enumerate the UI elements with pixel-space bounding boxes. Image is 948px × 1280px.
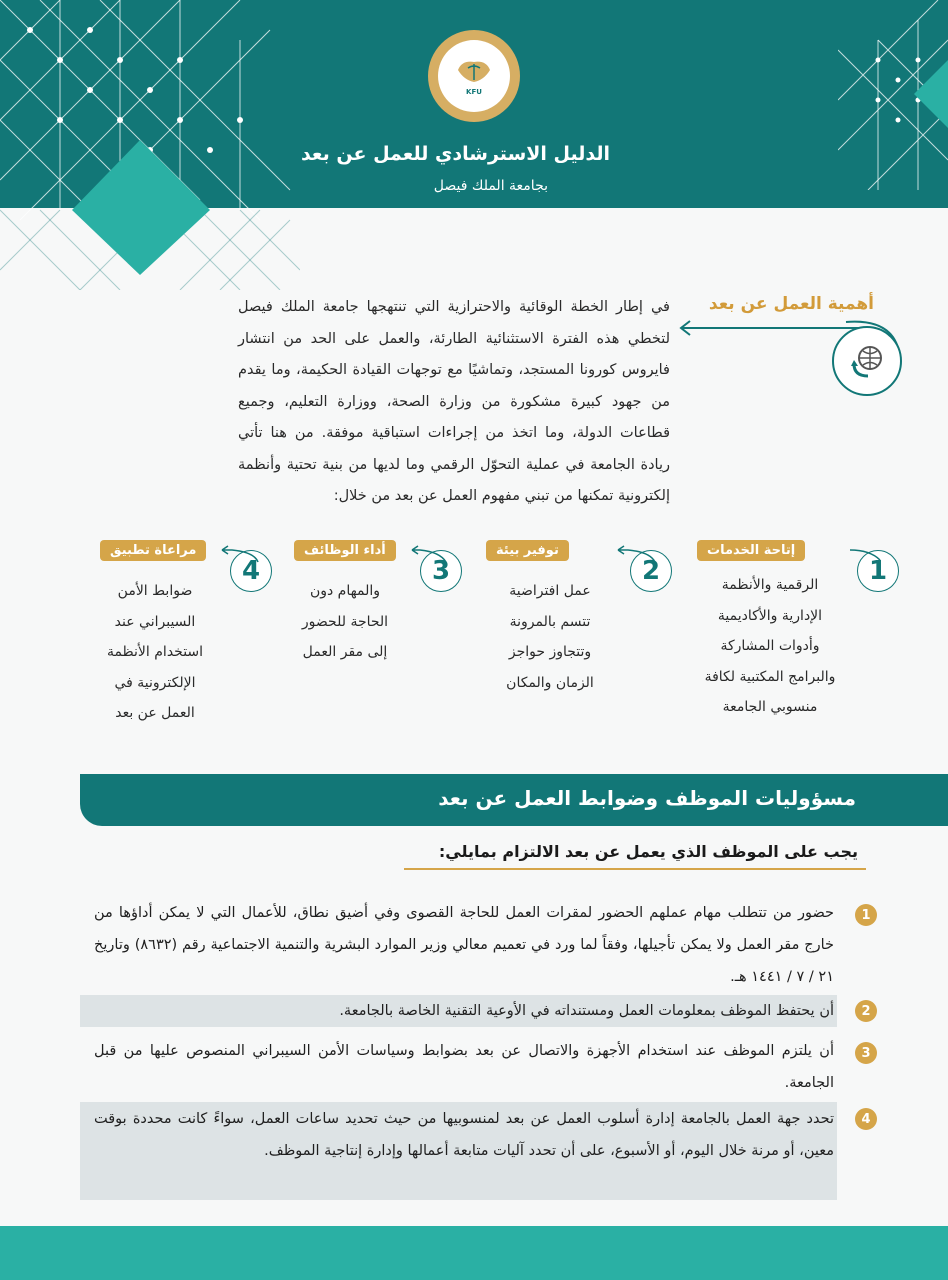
step-2-line: تتسم بالمرونة bbox=[509, 613, 591, 630]
university-logo bbox=[428, 30, 520, 122]
step-2-text bbox=[470, 576, 630, 698]
item-1-text: حضور من تتطلب مهام عملهم الحضور لمقرات العمل للحاجة القصوى وفي أضيق نطاق، للأعمال التي لا يمكن أداؤها من خارج مقر العمل ولا يمكن تأجيلها، وفقاً لما ورد في تعميم معالي وزير الموارد البشرية والتنمية الاجتماعية رقم (٨٦٣٢) وتاريخ ٢١ / ٧ / ١٤٤١ هـ. bbox=[94, 905, 834, 985]
page-subtitle: بجامعة الملك فيصل bbox=[433, 178, 548, 194]
globe-circle bbox=[832, 326, 902, 396]
logo-text: KFU bbox=[466, 88, 482, 96]
step-3-line: إلى مقر العمل bbox=[302, 644, 388, 660]
step-4-text bbox=[80, 576, 230, 729]
item-2-text: أن يحتفظ الموظف بمعلومات العمل ومستنداته في الأوعية التقنية الخاصة بالجامعة. bbox=[339, 1003, 834, 1019]
step-1-line: وأدوات المشاركة bbox=[720, 638, 820, 654]
globe-refresh-icon bbox=[848, 342, 886, 380]
responsibilities-title: مسؤوليات الموظف وضوابط العمل عن بعد bbox=[438, 786, 856, 810]
item-1-number: 1 bbox=[855, 904, 877, 926]
step-4-line: السيبراني عند bbox=[114, 613, 196, 630]
step-4-line: استخدام الأنظمة bbox=[106, 644, 204, 660]
step-1-line: والبرامج المكتبية لكافة bbox=[704, 668, 836, 685]
page-title: الدليل الاسترشادي للعمل عن بعد bbox=[300, 143, 610, 165]
item-3-number: 3 bbox=[855, 1042, 877, 1064]
item-3-text: أن يلتزم الموظف عند استخدام الأجهزة والاتصال عن بعد بضوابط وسياسات الأمن السيبراني المنصوص عليها من قبل الجامعة. bbox=[94, 1043, 834, 1091]
step-2-line: الزمان والمكان bbox=[506, 674, 594, 691]
footer-band bbox=[0, 1226, 948, 1280]
intro-heading: أهمية العمل عن بعد bbox=[708, 294, 874, 314]
item-4-text: تحدد جهة العمل بالجامعة إدارة أسلوب العمل عن بعد لمنسوبيها من حيث تحديد ساعات العمل، سواءً كانت محددة بوقت معين، أو مرنة خلال اليوم، أو الأسبوع، على أن تحدد آليات متابعة أعمالها وإدارة إنتاجية الموظف. bbox=[94, 1111, 834, 1159]
obligation-heading: يجب على الموظف الذي يعمل عن بعد الالتزام بمايلي: bbox=[438, 842, 858, 861]
step-3-line: والمهام دون bbox=[309, 583, 381, 599]
step-1-line: منسوبي الجامعة bbox=[722, 699, 818, 715]
step-1-line: الإدارية والأكاديمية bbox=[717, 607, 823, 624]
logo-emblem bbox=[438, 40, 510, 112]
step-2-line: وتتجاوز حواجز bbox=[508, 644, 592, 660]
step-2-title: توفير بيئة bbox=[486, 540, 569, 561]
step-1-line: الرقمية والأنظمة bbox=[721, 577, 819, 593]
step-1-text bbox=[680, 570, 860, 723]
item-4-number: 4 bbox=[855, 1108, 877, 1130]
step-2-number: 2 bbox=[630, 550, 672, 592]
step-4-number: 4 bbox=[230, 550, 272, 592]
step-3-line: الحاجة للحضور bbox=[301, 613, 389, 630]
palm-icon bbox=[454, 56, 494, 88]
step-2-line: عمل افتراضية bbox=[509, 583, 591, 599]
intro-paragraph: في إطار الخطة الوقائية والاحترازية التي تنتهجها جامعة الملك فيصل لتخطي هذه الفترة الاستثنائية الطارئة، والعمل على الحد من انتشار فايروس كورونا المستجد، وتماشيًا مع توجهات القيادة الحكيمة، وما يقدم من جهود كبيرة مشكورة من وزارة الصحة، ووزارة التعليم، وجميع قطاعات الدولة، وما اتخذ من إجراءات استباقية موفقة. من هنا تأتي ريادة الجامعة في عملية التحوّل الرقمي وما لديها من بنية تحتية وأنظمة إلكترونية تمكنها من تبني مفهوم العمل عن بعد من خلال: bbox=[238, 299, 670, 504]
step-4-line: ضوابط الأمن bbox=[117, 583, 193, 599]
obligation-underline bbox=[404, 868, 866, 870]
step-3-title: أداء الوظائف bbox=[294, 540, 396, 561]
step-1-title: إتاحة الخدمات bbox=[697, 540, 805, 561]
step-3-number: 3 bbox=[420, 550, 462, 592]
step-3-text bbox=[270, 576, 420, 668]
step-1-number: 1 bbox=[857, 550, 899, 592]
step-4-title: مراعاة تطبيق bbox=[100, 540, 206, 561]
step-4-line: العمل عن بعد bbox=[115, 705, 195, 721]
item-2-number: 2 bbox=[855, 1000, 877, 1022]
step-4-line: الإلكترونية في bbox=[114, 674, 196, 691]
